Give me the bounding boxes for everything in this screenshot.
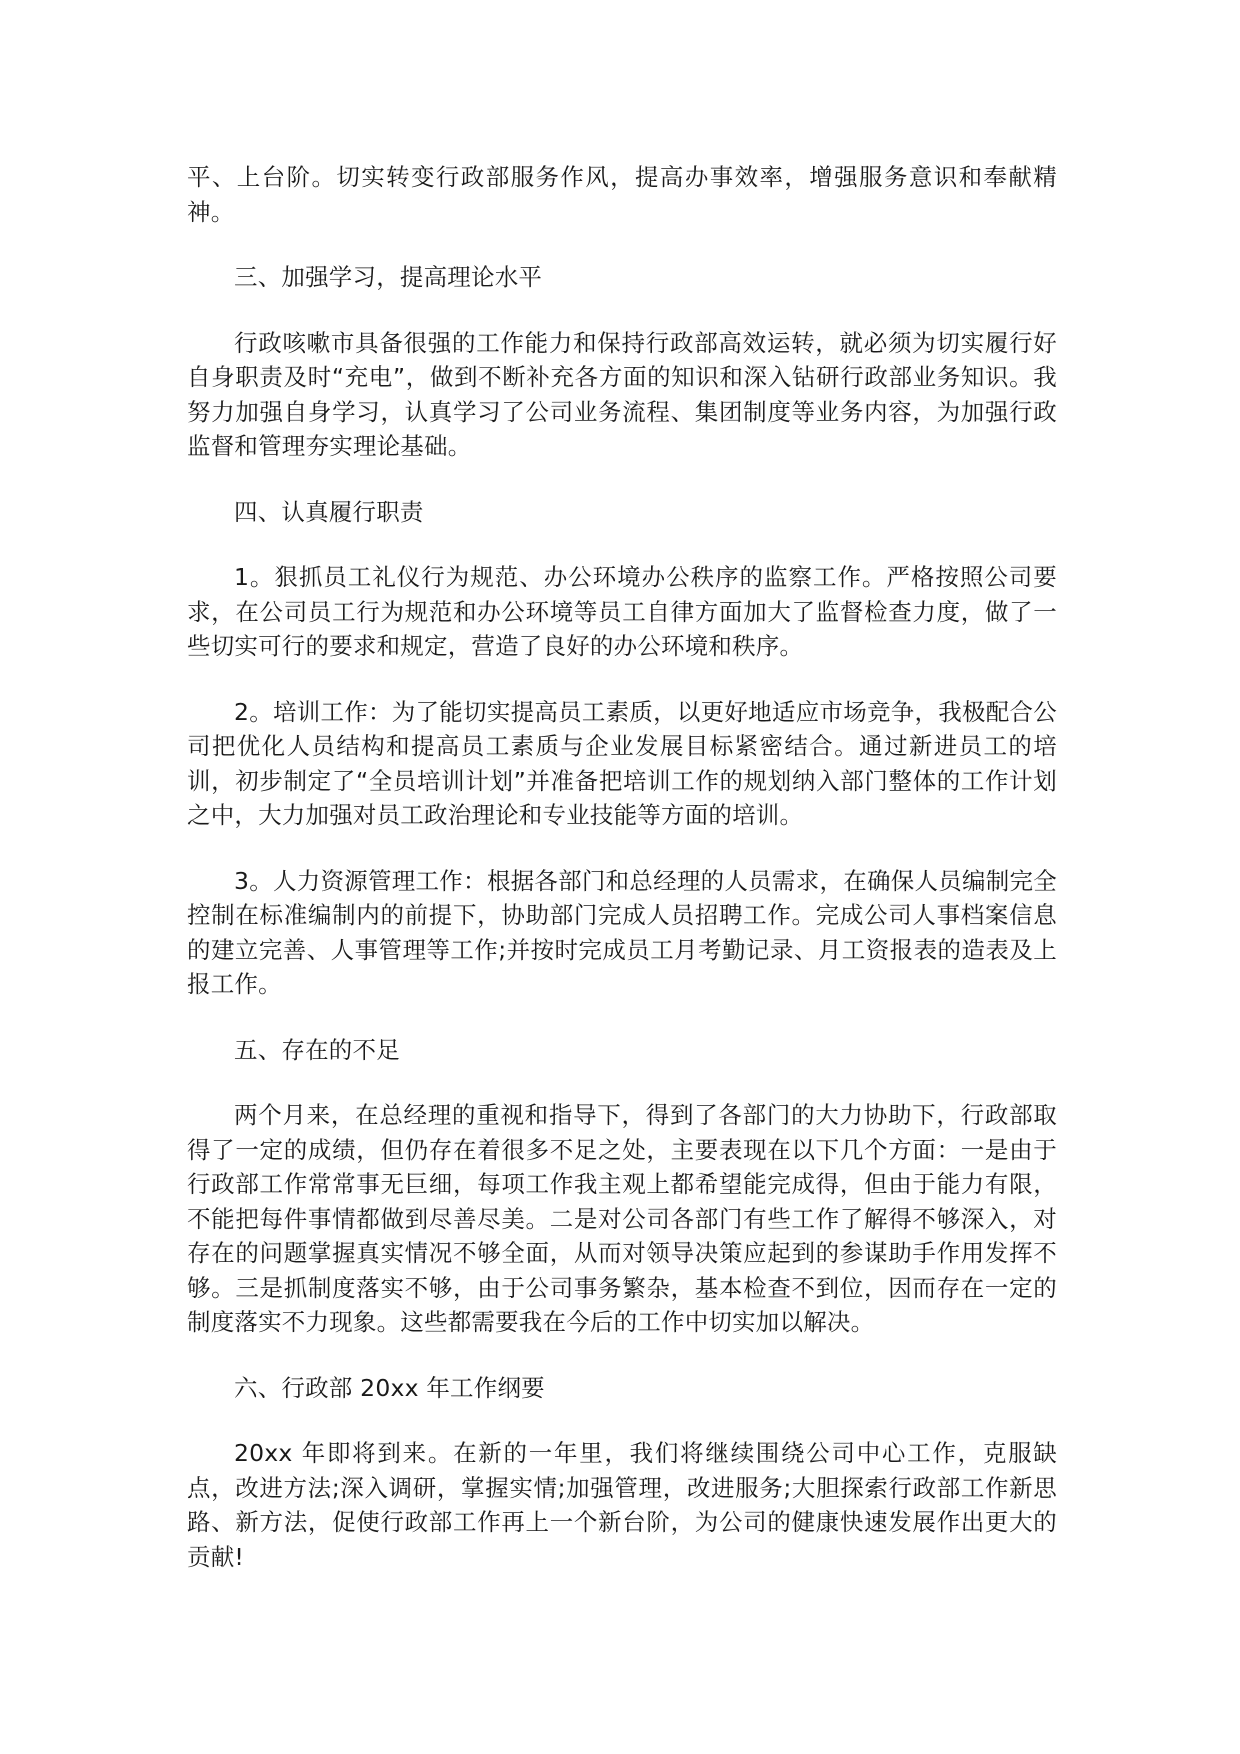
section-heading-5: 五、存在的不足 <box>234 1035 400 1064</box>
section-heading-6: 六、行政部 20xx 年工作纲要 <box>234 1373 545 1402</box>
paragraph-duty-3: 3。人力资源管理工作：根据各部门和总经理的人员需求，在确保人员编制完全控制在标准编制内的前提下，协助部门完成人员招聘工作。完成公司人事档案信息的建立完善、人事管理等工作;并按时完成员工月考勤记录、月工资报表的造表及上报工作。 <box>187 866 1057 998</box>
paragraph-duty-1: 1。狠抓员工礼仪行为规范、办公环境办公秩序的监察工作。严格按照公司要求，在公司员工行为规范和办公环境等员工自律方面加大了监督检查力度，做了一些切实可行的要求和规定，营造了良好的办公环境和秩序。 <box>187 563 1057 660</box>
document-body <box>187 160 1057 1605</box>
section-heading-3: 三、加强学习，提高理论水平 <box>234 263 543 291</box>
paragraph-intro-continuation: 平、上台阶。切实转变行政部服务作风，提高办事效率，增强服务意识和奉献精神。 <box>187 163 1057 226</box>
paragraph-duty-2: 2。培训工作：为了能切实提高员工素质，以更好地适应市场竞争，我极配合公司把优化人员结构和提高员工素质与企业发展目标紧密结合。通过新进员工的培训，初步制定了“全员培训计划”并准备把培训工作的规划纳入部门整体的工作计划之中，大力加强对员工政治理论和专业技能等方面的培训。 <box>187 697 1057 829</box>
paragraph-outlook: 20xx 年即将到来。在新的一年里，我们将继续围绕公司中心工作，克服缺点，改进方法;深入调研，掌握实情;加强管理，改进服务;大胆探索行政部工作新思路、新方法，促使行政部工作再上一个新台阶，为公司的健康快速发展作出更大的贡献! <box>187 1439 1057 1571</box>
paragraph-study: 行政咳嗽市具备很强的工作能力和保持行政部高效运转，就必须为切实履行好自身职责及时“充电”，做到不断补充各方面的知识和深入钻研行政部业务知识。我努力加强自身学习，认真学习了公司业务流程、集团制度等业务内容，为加强行政监督和管理夯实理论基础。 <box>187 328 1057 460</box>
section-heading-4: 四、认真履行职责 <box>234 497 424 526</box>
paragraph-shortcomings: 两个月来，在总经理的重视和指导下，得到了各部门的大力协助下，行政部取得了一定的成绩，但仍存在着很多不足之处，主要表现在以下几个方面：一是由于行政部工作常常事无巨细，每项工作我主观上都希望能完成得，但由于能力有限，不能把每件事情都做到尽善尽美。二是对公司各部门有些工作了解得不够深入，对存在的问题掌握真实情况不够全面，从而对领导决策应起到的参谋助手作用发挥不够。三是抓制度落实不够，由于公司事务繁杂，基本检查不到位，因而存在一定的制度落实不力现象。这些都需要我在今后的工作中切实加以解决。 <box>187 1101 1057 1336</box>
